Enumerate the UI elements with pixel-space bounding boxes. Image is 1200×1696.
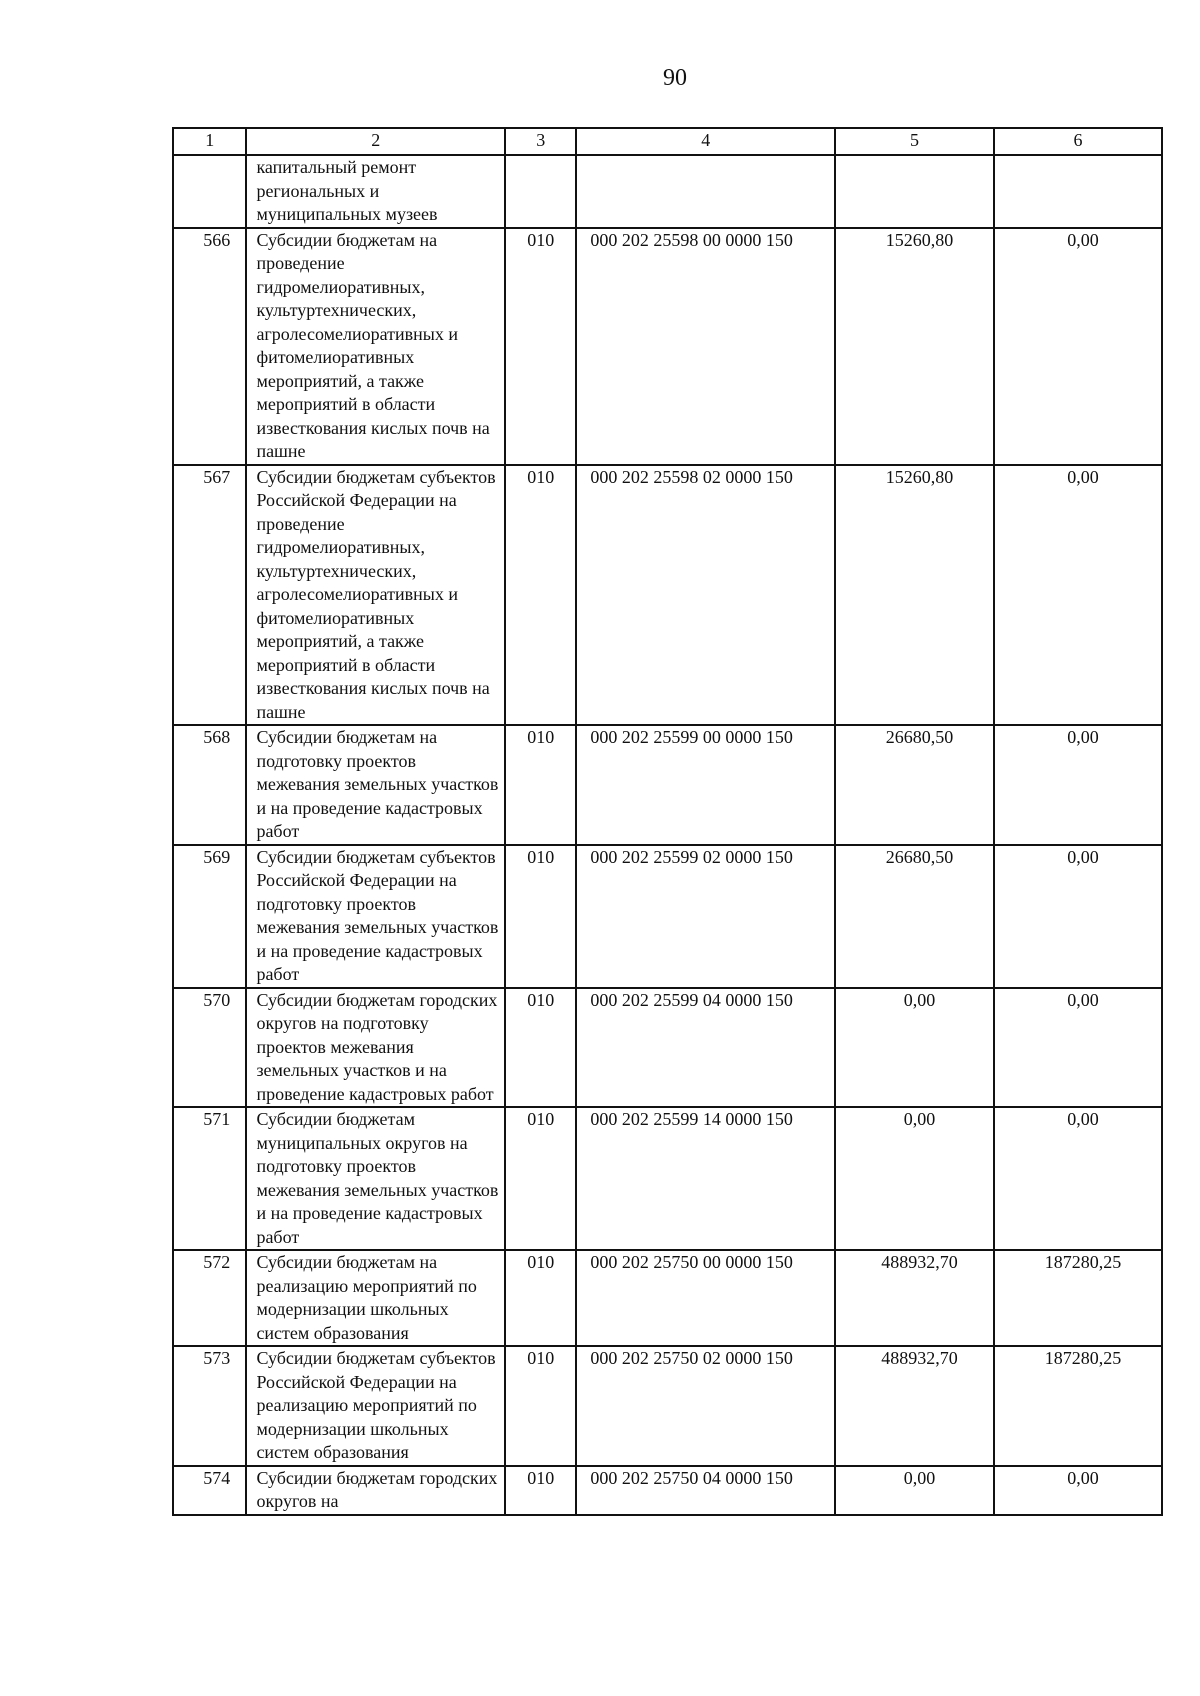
row-code: 010 xyxy=(505,725,576,845)
row-name: Субсидии бюджетам субъектов Российской Федерации на проведение гидромелиоративных, культуртехнических, агролесомелиоративных и фитомелиоративных мероприятий, а также мероприятий в области известкования кислых почв на пашне xyxy=(246,465,505,726)
row-code: 010 xyxy=(505,845,576,988)
table-row xyxy=(173,228,1162,465)
header-row xyxy=(173,128,1162,155)
row-value-6: 0,00 xyxy=(994,845,1162,988)
row-number: 571 xyxy=(173,1107,246,1250)
row-value-5: 0,00 xyxy=(835,1466,994,1515)
row-kbk: 000 202 25598 02 0000 150 xyxy=(576,465,835,726)
row-value-6: 0,00 xyxy=(994,1466,1162,1515)
row-code: 010 xyxy=(505,1250,576,1346)
row-kbk xyxy=(576,155,835,228)
row-kbk: 000 202 25750 02 0000 150 xyxy=(576,1346,835,1466)
row-number: 567 xyxy=(173,465,246,726)
column-header-4: 4 xyxy=(576,128,835,155)
row-number: 574 xyxy=(173,1466,246,1515)
row-number: 573 xyxy=(173,1346,246,1466)
row-value-5: 26680,50 xyxy=(835,845,994,988)
row-code: 010 xyxy=(505,1107,576,1250)
row-kbk: 000 202 25598 00 0000 150 xyxy=(576,228,835,465)
row-number: 568 xyxy=(173,725,246,845)
table-row xyxy=(173,725,1162,845)
row-name: Субсидии бюджетам на подготовку проектов межевания земельных участков и на проведение кадастровых работ xyxy=(246,725,505,845)
row-name: Субсидии бюджетам субъектов Российской Федерации на подготовку проектов межевания земельных участков и на проведение кадастровых работ xyxy=(246,845,505,988)
row-value-6: 0,00 xyxy=(994,988,1162,1108)
row-value-6: 0,00 xyxy=(994,725,1162,845)
row-name: капитальный ремонт региональных и муниципальных музеев xyxy=(246,155,505,228)
row-number: 570 xyxy=(173,988,246,1108)
table-row xyxy=(173,1250,1162,1346)
row-name: Субсидии бюджетам городских округов на xyxy=(246,1466,505,1515)
table-row xyxy=(173,1346,1162,1466)
row-value-6: 0,00 xyxy=(994,465,1162,726)
table-row xyxy=(173,1466,1162,1515)
row-kbk: 000 202 25599 02 0000 150 xyxy=(576,845,835,988)
row-name: Субсидии бюджетам субъектов Российской Федерации на реализацию мероприятий по модернизации школьных систем образования xyxy=(246,1346,505,1466)
row-value-6: 0,00 xyxy=(994,1107,1162,1250)
column-header-1: 1 xyxy=(173,128,246,155)
row-kbk: 000 202 25599 14 0000 150 xyxy=(576,1107,835,1250)
row-kbk: 000 202 25599 04 0000 150 xyxy=(576,988,835,1108)
row-code: 010 xyxy=(505,1466,576,1515)
table-row xyxy=(173,155,1162,228)
page-number: 90 xyxy=(663,65,687,91)
row-value-6: 187280,25 xyxy=(994,1250,1162,1346)
row-value-5: 15260,80 xyxy=(835,228,994,465)
column-header-2: 2 xyxy=(246,128,505,155)
column-header-5: 5 xyxy=(835,128,994,155)
row-kbk: 000 202 25599 00 0000 150 xyxy=(576,725,835,845)
row-value-5: 0,00 xyxy=(835,1107,994,1250)
row-number: 572 xyxy=(173,1250,246,1346)
row-value-6: 0,00 xyxy=(994,228,1162,465)
column-header-3: 3 xyxy=(505,128,576,155)
row-value-5 xyxy=(835,155,994,228)
row-name: Субсидии бюджетам на проведение гидромелиоративных, культуртехнических, агролесомелиоративных и фитомелиоративных мероприятий, а также мероприятий в области известкования кислых почв на пашне xyxy=(246,228,505,465)
budget-table xyxy=(172,127,1163,1516)
row-value-5: 26680,50 xyxy=(835,725,994,845)
row-value-6: 187280,25 xyxy=(994,1346,1162,1466)
row-code: 010 xyxy=(505,988,576,1108)
table-row xyxy=(173,845,1162,988)
row-code: 010 xyxy=(505,1346,576,1466)
row-number xyxy=(173,155,246,228)
row-value-5: 488932,70 xyxy=(835,1346,994,1466)
row-value-6 xyxy=(994,155,1162,228)
table-row xyxy=(173,988,1162,1108)
row-code: 010 xyxy=(505,228,576,465)
row-name: Субсидии бюджетам на реализацию мероприятий по модернизации школьных систем образования xyxy=(246,1250,505,1346)
row-number: 566 xyxy=(173,228,246,465)
row-kbk: 000 202 25750 00 0000 150 xyxy=(576,1250,835,1346)
row-number: 569 xyxy=(173,845,246,988)
row-code xyxy=(505,155,576,228)
row-value-5: 488932,70 xyxy=(835,1250,994,1346)
row-kbk: 000 202 25750 04 0000 150 xyxy=(576,1466,835,1515)
row-value-5: 15260,80 xyxy=(835,465,994,726)
row-name: Субсидии бюджетам городских округов на подготовку проектов межевания земельных участков и на проведение кадастровых работ xyxy=(246,988,505,1108)
row-name: Субсидии бюджетам муниципальных округов на подготовку проектов межевания земельных участков и на проведение кадастровых работ xyxy=(246,1107,505,1250)
row-code: 010 xyxy=(505,465,576,726)
table-row xyxy=(173,1107,1162,1250)
row-value-5: 0,00 xyxy=(835,988,994,1108)
table-row xyxy=(173,465,1162,726)
column-header-6: 6 xyxy=(994,128,1162,155)
